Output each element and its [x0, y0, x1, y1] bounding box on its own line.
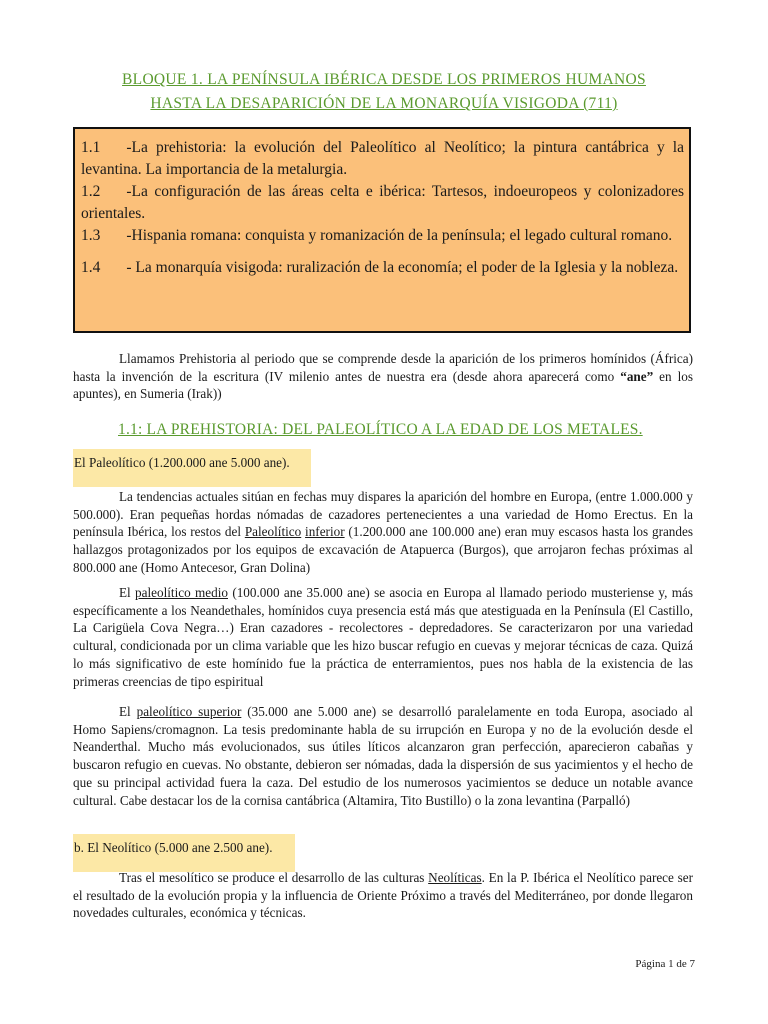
paleolitico-paragraph-1: La tendencias actuales sitúan en fechas muy dispares la aparición del hombre en Europa, (entre 1.000.000 y 500.000). Eran pequeñas hordas nómadas de cazadores pertenecientes a una variedad de Homo Erectus. En la península Ibérica, los restos del Paleolítico inferior (1.200.000 ane 100.000 ane) eran muy escasos hasta los grandes hallazgos protagonizados por los equipos de excavación de Atapuerca (Burgos), que arrojaron fechas próximas al 800.000 ane (Homo Antecesor, Gran Dolina): [73, 489, 693, 575]
intro-paragraph: Llamamos Prehistoria al periodo que se comprende desde la aparición de los primeros homínidos (África) hasta la invención de la escritura (IV milenio antes de nuestra era (desde ahora aparecerá como “ane” en los apuntes), en Sumeria (Irak)): [73, 351, 693, 402]
topic-2: 1.2 -La configuración de las áreas celta e ibérica: Tartesos, indoeuropeos y colonizadores orientales.: [81, 183, 684, 222]
topic-3: 1.3 -Hispania romana: conquista y romanización de la península; el legado cultural romano.: [81, 227, 673, 244]
paleolitico-paragraph-2: El paleolítico medio (100.000 ane 35.000 ane) se asocia en Europa al llamado periodo musteriense y, más específicamente a los Neandethales, homínidos cuya presencia está más que atestiguada en la Península (El Castillo, La Carigüela Cova Negra…) Eran cazadores - recolectores - depredadores. Se caracterizaron por una variedad cultural, condicionada por un clima variable que les hizo buscar refugio en cuevas y mejorar técnicas de caza. Quizá lo más significativo de este homínido fue la práctica de enterramientos, pues nos habla de la existencia de las primeras creencias de tipo espiritual: [73, 585, 693, 689]
paleolitico-paragraph-3: El paleolítico superior (35.000 ane 5.000 ane) se desarrolló paralelamente en toda Europa, asociado al Homo Sapiens/cromagnon. La tesis predominante habla de su irrupción en Europa y no de la evolución desde el Neanderthal. Mucho más evolucionados, sus útiles líticos alcanzaron gran perfección, aparecieron cabañas y buscaron refugio en cuevas. No obstante, debieron ser nómadas, dada la dispersión de sus yacimientos y el hecho de que su principal actividad fuera la caza. Del estudio de los numerosos yacimientos se deduce un notable avance cultural. Cabe destacar los de la cornisa cantábrica (Altamira, Tito Bustillo) o la zona levantina (Parpalló): [73, 704, 693, 808]
section-title: 1.1: LA PREHISTORIA: DEL PALEOLÍTICO A LA EDAD DE LOS METALES.: [118, 421, 643, 438]
title-line-1: BLOQUE 1. LA PENÍNSULA IBÉRICA DESDE LOS PRIMEROS HUMANOS: [122, 71, 646, 88]
paleolitico-heading: El Paleolítico (1.200.000 ane 5.000 ane).: [73, 449, 311, 487]
neolitico-heading: b. El Neolítico (5.000 ane 2.500 ane).: [73, 834, 295, 872]
neolitico-paragraph: Tras el mesolítico se produce el desarrollo de las culturas Neolíticas. En la P. Ibérica el Neolítico parece ser el resultado de la evolución propia y la influencia de Oriente Próximo a través del Mediterráneo, por donde llegaron novedades culturales, económica y técnicas.: [73, 870, 693, 921]
topic-4: 1.4 - La monarquía visigoda: ruralización de la economía; el poder de la Iglesia y la nobleza.: [81, 259, 679, 276]
title-line-2: HASTA LA DESAPARICIÓN DE LA MONARQUÍA VISIGODA (711): [150, 95, 618, 112]
page-number: Página 1 de 7: [635, 958, 695, 970]
topic-1: 1.1 -La prehistoria: la evolución del Paleolítico al Neolítico; la pintura cantábrica y la levantina. La importancia de la metalurgia.: [81, 139, 684, 178]
topics-box: [73, 127, 691, 333]
